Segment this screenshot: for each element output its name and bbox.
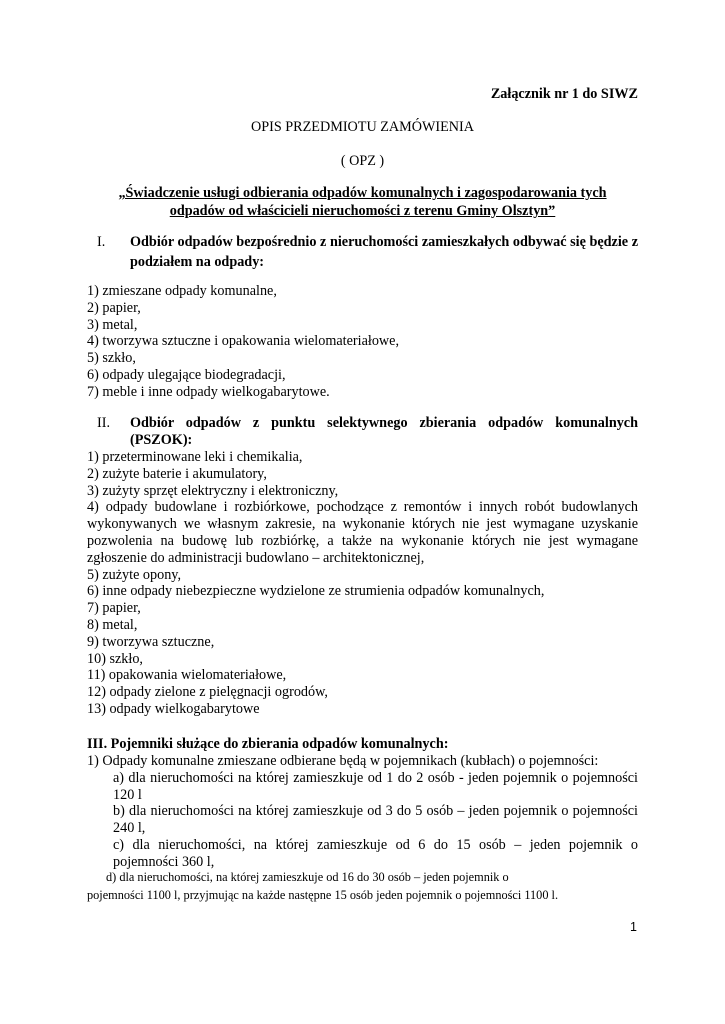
subject-line-2: odpadów od właścicieli nieruchomości z terenu Gminy Olsztyn”	[169, 203, 556, 219]
list-item: 9) tworzywa sztuczne,	[87, 633, 215, 650]
list-item: 1) zmieszane odpady komunalne,	[87, 283, 277, 299]
document-title: OPIS PRZEDMIOTU ZAMÓWIENIA	[250, 119, 475, 135]
list-item: 7) meble i inne odpady wielkogabarytowe.	[87, 383, 330, 400]
list-item: 2) zużyte baterie i akumulatory,	[87, 465, 267, 482]
section-1-heading	[87, 232, 638, 272]
list-item: 6) inne odpady niebezpieczne wydzielone ze strumienia odpadów komunalnych,	[87, 583, 545, 600]
list-item: 10) szkło,	[87, 650, 143, 667]
section-2-list	[87, 449, 638, 718]
section-3-heading: III. Pojemniki służące do zbierania odpadów komunalnych:	[87, 736, 449, 752]
list-item: 6) odpady ulegające biodegradacji,	[87, 366, 286, 383]
page-number: 1	[630, 920, 637, 934]
subject-title	[87, 184, 638, 220]
annex-label: Załącznik nr 1 do SIWZ	[490, 86, 638, 102]
list-item: 3) zużyty sprzęt elektryczny i elektroniczny,	[87, 482, 339, 499]
container-rule-d-line-1: d) dla nieruchomości, na której zamieszkuje od 16 do 30 osób – jeden pojemnik o	[106, 870, 509, 884]
container-rule-a: a) dla nieruchomości na której zamieszkuje od 1 do 2 osób - jeden pojemnik o pojemności 120 l	[113, 769, 638, 803]
section-1-list	[87, 283, 638, 401]
list-item: 7) papier,	[87, 600, 141, 617]
container-rule-d-line-2: pojemności 1100 l, przyjmując na każde następne 15 osób jeden pojemnik o pojemności 1100 l.	[87, 888, 559, 902]
list-item: 4) tworzywa sztuczne i opakowania wielomateriałowe,	[87, 333, 400, 350]
list-item: 3) metal,	[87, 316, 138, 333]
list-item: 12) odpady zielone z pielęgnacji ogrodów,	[87, 684, 328, 701]
list-item: 5) szkło,	[87, 350, 136, 367]
section-3-intro: 1) Odpady komunalne zmieszane odbierane będą w pojemnikach (kubłach) o pojemności:	[87, 753, 599, 769]
list-item: 5) zużyte opony,	[87, 566, 182, 583]
list-item: 2) papier,	[87, 299, 141, 316]
list-item: 11) opakowania wielomateriałowe,	[87, 667, 287, 684]
section-1-heading-text: Odbiór odpadów bezpośrednio z nieruchomości zamieszkałych odbywać się będzie z podziałem na odpady:	[130, 234, 638, 270]
list-item: 4) odpady budowlane i rozbiórkowe, pochodzące z remontów i innych robót budowlanych wykonywanych we własnym zakresie, na wykonanie których nie jest wymagane uzyskanie pozwolenia na budowę lub rozbiórkę, a także na wykonanie których nie jest wymagane zgłoszenie do administracji budowlano – architektonicznej,	[87, 499, 638, 566]
section-1-number: I.	[97, 234, 106, 250]
section-2-number: II.	[97, 415, 110, 431]
document-abbrev: ( OPZ )	[340, 153, 385, 169]
section-3-body	[87, 753, 638, 871]
list-item: 1) przeterminowane leki i chemikalia,	[87, 449, 303, 465]
section-2-heading	[87, 415, 638, 449]
list-item: 13) odpady wielkogabarytowe	[87, 700, 260, 717]
container-rule-b: b) dla nieruchomości na której zamieszkuje od 3 do 5 osób – jeden pojemnik o pojemności 240 l,	[113, 803, 638, 837]
list-item: 8) metal,	[87, 616, 138, 633]
container-rule-c: c) dla nieruchomości, na której zamieszkuje od 6 do 15 osób – jeden pojemnik o pojemności 360 l,	[113, 836, 638, 870]
subject-line-1: „Świadczenie usługi odbierania odpadów komunalnych i zagospodarowania tych	[118, 185, 607, 201]
section-2-heading-text: Odbiór odpadów z punktu selektywnego zbierania odpadów komunalnych (PSZOK):	[130, 415, 638, 448]
